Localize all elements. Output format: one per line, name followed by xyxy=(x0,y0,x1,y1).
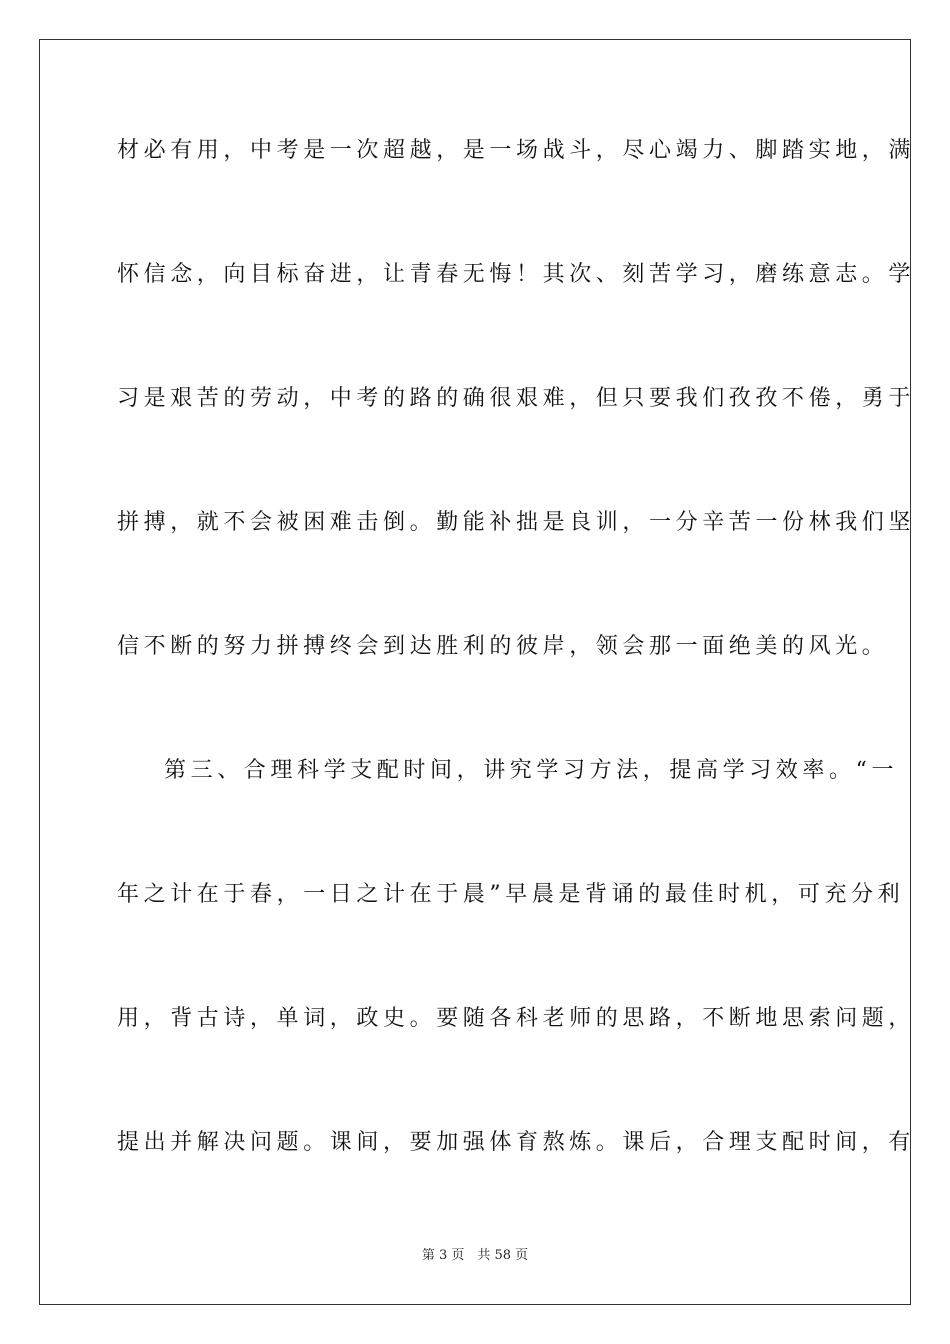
text-line: 提出并解决问题。课间，要加强体育熬炼。课后，合理支配时间，有 xyxy=(117,1130,916,1155)
text-line: 信不断的努力拼搏终会到达胜利的彼岸，领会那一面绝美的风光。 xyxy=(117,634,889,659)
text-line: 年之计在于春，一日之计在于晨”早晨是背诵的最佳时机，可充分利 xyxy=(117,882,905,907)
text-line: 习是艰苦的劳动，中考的路的确很艰难，但只要我们孜孜不倦，勇于 xyxy=(117,386,916,411)
text-line: 怀信念，向目标奋进，让青春无悔！其次、刻苦学习，磨练意志。学 xyxy=(117,262,916,287)
text-line: 用，背古诗，单词，政史。要随各科老师的思路，不断地思索问题， xyxy=(117,1006,916,1031)
page-number-footer: 第 3 页 共 58 页 xyxy=(421,1248,529,1263)
page-border xyxy=(39,39,916,1305)
text-line: 拼搏，就不会被困难击倒。勤能补拙是良训，一分辛苦一份林我们坚 xyxy=(117,510,916,535)
text-line: 材必有用，中考是一次超越，是一场战斗，尽心竭力、脚踏实地，满 xyxy=(117,138,916,163)
paragraph-start-line: 第三、合理科学支配时间，讲究学习方法，提高学习效率。“一 xyxy=(164,758,899,783)
